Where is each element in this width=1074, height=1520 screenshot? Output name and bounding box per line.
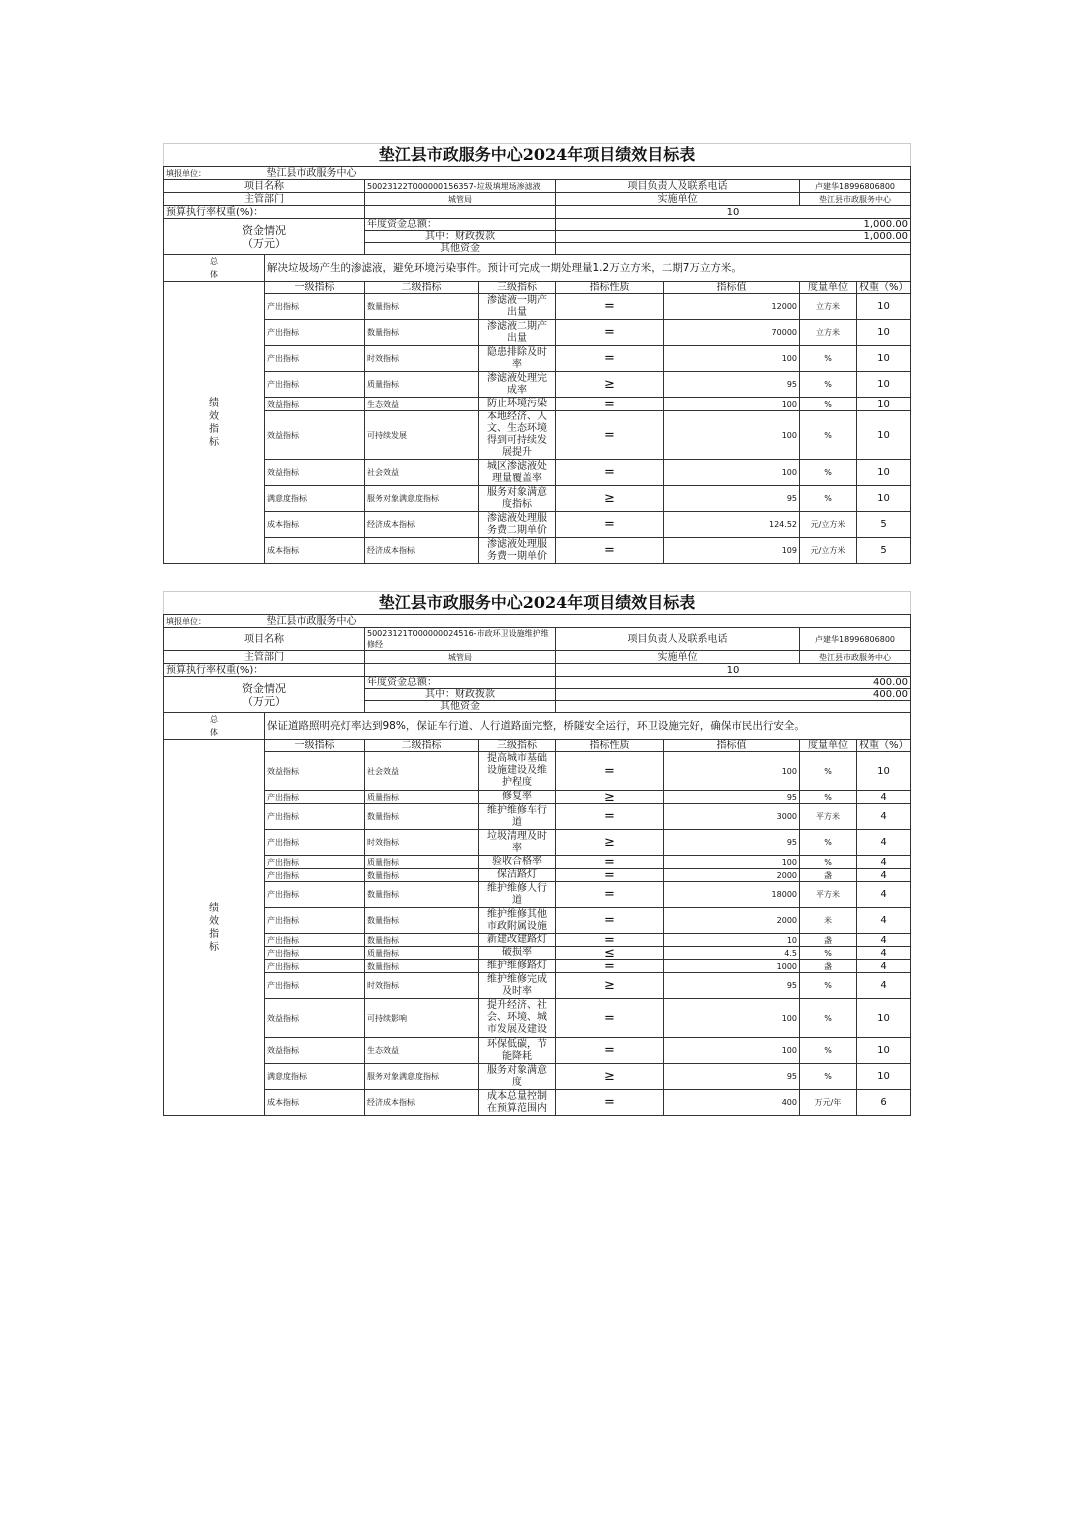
level2-indicator: 数量指标 (365, 934, 479, 947)
budget-weight-label: 预算执行率权重(%)： (164, 664, 365, 677)
level2-indicator: 时效指标 (365, 346, 479, 372)
indicator-row (164, 1038, 911, 1064)
indicator-row (164, 411, 911, 460)
level2-indicator: 经济成本指标 (365, 538, 479, 564)
indicator-row (164, 947, 911, 960)
weight-value: 10 (857, 1064, 911, 1090)
indicator-nature: = (556, 960, 664, 973)
level2-indicator: 质量指标 (365, 372, 479, 398)
measure-unit: 平方米 (800, 804, 857, 830)
weight-value: 5 (857, 512, 911, 538)
indicator-row (164, 486, 911, 512)
measure-unit: % (800, 411, 857, 460)
measure-unit: 立方米 (800, 320, 857, 346)
level3-indicator: 提升经济、社会、环境、城市发展及建设 (479, 999, 556, 1038)
goal-text: 保证道路照明亮灯率达到98%，保证车行道、人行道路面完整，桥隧安全运行，环卫设施完好，确保市民出行安全。 (265, 713, 911, 740)
indicator-nature: = (556, 294, 664, 320)
implementing-unit-label: 实施单位 (556, 651, 800, 664)
level2-indicator: 社会效益 (365, 752, 479, 791)
fill-unit-label: 填报单位： (164, 167, 265, 180)
weight-value: 10 (857, 294, 911, 320)
fund-fiscal-value: 400.00 (556, 689, 911, 701)
fill-unit-value: 垫江县市政服务中心 (265, 167, 911, 180)
level2-indicator: 数量指标 (365, 882, 479, 908)
measure-unit: % (800, 947, 857, 960)
implementing-unit-value: 垫江县市政服务中心 (800, 651, 911, 664)
level1-indicator: 产出指标 (265, 947, 365, 960)
indicator-nature: = (556, 346, 664, 372)
level1-indicator: 效益指标 (265, 999, 365, 1038)
indicator-row (164, 960, 911, 973)
measure-unit: 盏 (800, 869, 857, 882)
implementing-unit-value: 垫江县市政服务中心 (800, 193, 911, 206)
indicator-row (164, 791, 911, 804)
level3-indicator: 成本总量控制在预算范围内 (479, 1090, 556, 1116)
level1-indicator: 产出指标 (265, 960, 365, 973)
level2-indicator: 可持续发展 (365, 411, 479, 460)
measure-unit: % (800, 372, 857, 398)
indicator-nature: = (556, 1090, 664, 1116)
measure-unit: % (800, 856, 857, 869)
indicator-row (164, 830, 911, 856)
weight-value: 6 (857, 1090, 911, 1116)
indicator-row (164, 908, 911, 934)
level3-indicator: 维护维修其他市政附属设施 (479, 908, 556, 934)
indicator-value: 4.5 (664, 947, 800, 960)
project-name-label: 项目名称 (164, 180, 365, 193)
indicator-nature: ≥ (556, 372, 664, 398)
measure-unit: % (800, 752, 857, 791)
fund-fiscal-label: 其中：财政拨款 (365, 231, 556, 243)
weight-value: 4 (857, 973, 911, 999)
indicator-nature: ≤ (556, 947, 664, 960)
column-header: 度量单位 (800, 282, 857, 294)
level1-indicator: 满意度指标 (265, 486, 365, 512)
level1-indicator: 成本指标 (265, 512, 365, 538)
indicator-nature: = (556, 999, 664, 1038)
weight-value: 5 (857, 538, 911, 564)
department-value: 城管局 (365, 193, 556, 206)
indicator-nature: = (556, 411, 664, 460)
indicator-nature: = (556, 869, 664, 882)
level1-indicator: 成本指标 (265, 538, 365, 564)
indicator-value: 100 (664, 1038, 800, 1064)
level2-indicator: 经济成本指标 (365, 1090, 479, 1116)
goal-text: 解决垃圾场产生的渗滤液，避免环境污染事件。预计可完成一期处理量1.2万立方米，二期7万立方米。 (265, 255, 911, 282)
implementing-unit-label: 实施单位 (556, 193, 800, 206)
indicator-nature: ≥ (556, 486, 664, 512)
column-header: 度量单位 (800, 740, 857, 752)
indicator-value: 95 (664, 1064, 800, 1090)
indicator-value: 10 (664, 934, 800, 947)
level1-indicator: 产出指标 (265, 804, 365, 830)
level2-indicator: 生态效益 (365, 398, 479, 411)
weight-value: 4 (857, 804, 911, 830)
level1-indicator: 产出指标 (265, 320, 365, 346)
level3-indicator: 隐患排除及时率 (479, 346, 556, 372)
level3-indicator: 提高城市基础设施建设及维护程度 (479, 752, 556, 791)
indicator-value: 100 (664, 752, 800, 791)
measure-unit: % (800, 830, 857, 856)
level2-indicator: 服务对象满意度指标 (365, 1064, 479, 1090)
measure-unit: 元/立方米 (800, 512, 857, 538)
level3-indicator: 维护维修人行道 (479, 882, 556, 908)
level3-indicator: 服务对象满意度指标 (479, 486, 556, 512)
indicator-value: 1000 (664, 960, 800, 973)
weight-value: 10 (857, 320, 911, 346)
fund-other-label: 其他资金 (365, 701, 556, 713)
level3-indicator: 维护维修车行道 (479, 804, 556, 830)
level1-indicator: 产出指标 (265, 294, 365, 320)
level1-indicator: 产出指标 (265, 973, 365, 999)
weight-value: 10 (857, 1038, 911, 1064)
level1-indicator: 产出指标 (265, 882, 365, 908)
indicator-row (164, 1064, 911, 1090)
level1-indicator: 产出指标 (265, 869, 365, 882)
indicator-value: 18000 (664, 882, 800, 908)
indicator-nature: ≥ (556, 1064, 664, 1090)
level1-indicator: 效益指标 (265, 460, 365, 486)
fill-unit-label: 填报单位： (164, 615, 265, 628)
indicator-row (164, 320, 911, 346)
indicator-nature: = (556, 882, 664, 908)
level3-indicator: 渗滤液二期产出量 (479, 320, 556, 346)
column-header: 三级指标 (479, 740, 556, 752)
indicator-value: 2000 (664, 908, 800, 934)
measure-unit: % (800, 346, 857, 372)
level1-indicator: 产出指标 (265, 856, 365, 869)
level3-indicator: 新建改建路灯 (479, 934, 556, 947)
weight-value: 10 (857, 372, 911, 398)
contact-value: 卢建华18996806800 (800, 180, 911, 193)
level3-indicator: 维护维修完成及时率 (479, 973, 556, 999)
indicator-row (164, 973, 911, 999)
contact-label: 项目负责人及联系电话 (556, 628, 800, 651)
indicator-nature: = (556, 934, 664, 947)
indicator-row (164, 804, 911, 830)
indicator-nature: ≥ (556, 830, 664, 856)
level2-indicator: 可持续影响 (365, 999, 479, 1038)
indicator-nature: = (556, 460, 664, 486)
level1-indicator: 产出指标 (265, 791, 365, 804)
weight-value: 10 (857, 398, 911, 411)
project-name-value: 50023122T000000156357-垃圾填埋场渗滤液 (365, 180, 556, 193)
fund-total-label: 年度资金总额： (365, 219, 556, 231)
fund-other-value (556, 243, 911, 255)
level1-indicator: 效益指标 (265, 752, 365, 791)
level2-indicator: 数量指标 (365, 804, 479, 830)
weight-value: 4 (857, 908, 911, 934)
indicator-row (164, 538, 911, 564)
level1-indicator: 产出指标 (265, 372, 365, 398)
indicator-nature: ≥ (556, 791, 664, 804)
weight-value: 10 (857, 346, 911, 372)
fund-fiscal-label: 其中：财政拨款 (365, 689, 556, 701)
level3-indicator: 服务对象满意度 (479, 1064, 556, 1090)
indicator-row (164, 999, 911, 1038)
column-header: 三级指标 (479, 282, 556, 294)
indicator-value: 2000 (664, 869, 800, 882)
fund-other-label: 其他资金 (365, 243, 556, 255)
weight-value: 10 (857, 486, 911, 512)
goal-label: 总 体 (164, 255, 265, 282)
department-value: 城管局 (365, 651, 556, 664)
level3-indicator: 维护维修路灯 (479, 960, 556, 973)
measure-unit: 万元/年 (800, 1090, 857, 1116)
level1-indicator: 产出指标 (265, 830, 365, 856)
level2-indicator: 质量指标 (365, 791, 479, 804)
column-header: 权重（%） (857, 282, 911, 294)
level2-indicator: 时效指标 (365, 830, 479, 856)
indicator-row (164, 882, 911, 908)
budget-weight-value: 10 (556, 206, 911, 219)
budget-weight-value: 10 (556, 664, 911, 677)
level3-indicator: 渗滤液处理服务费一期单价 (479, 538, 556, 564)
indicator-nature: = (556, 908, 664, 934)
level3-indicator: 破损率 (479, 947, 556, 960)
indicator-row (164, 460, 911, 486)
weight-value: 4 (857, 791, 911, 804)
performance-table-2 (163, 591, 910, 1116)
indicator-row (164, 372, 911, 398)
indicator-row (164, 869, 911, 882)
weight-value: 4 (857, 856, 911, 869)
department-label: 主管部门 (164, 193, 365, 206)
column-header: 指标性质 (556, 282, 664, 294)
level3-indicator: 验收合格率 (479, 856, 556, 869)
fund-label: 资金情况 （万元） (164, 677, 365, 713)
indicator-row (164, 512, 911, 538)
indicator-value: 100 (664, 346, 800, 372)
measure-unit: 米 (800, 908, 857, 934)
goal-label: 总 体 (164, 713, 265, 740)
weight-value: 4 (857, 934, 911, 947)
level3-indicator: 城区渗滤液处理量覆盖率 (479, 460, 556, 486)
level2-indicator: 生态效益 (365, 1038, 479, 1064)
indicator-nature: ≥ (556, 973, 664, 999)
weight-value: 4 (857, 960, 911, 973)
level1-indicator: 效益指标 (265, 1038, 365, 1064)
measure-unit: % (800, 486, 857, 512)
fill-unit-value: 垫江县市政服务中心 (265, 615, 911, 628)
blank-cell (365, 664, 556, 677)
level1-indicator: 效益指标 (265, 411, 365, 460)
weight-value: 4 (857, 882, 911, 908)
measure-unit: 平方米 (800, 882, 857, 908)
contact-label: 项目负责人及联系电话 (556, 180, 800, 193)
performance-table-1 (163, 143, 910, 564)
column-header: 权重（%） (857, 740, 911, 752)
column-header: 指标性质 (556, 740, 664, 752)
level2-indicator: 质量指标 (365, 947, 479, 960)
level1-indicator: 成本指标 (265, 1090, 365, 1116)
indicator-value: 12000 (664, 294, 800, 320)
weight-value: 10 (857, 999, 911, 1038)
level1-indicator: 满意度指标 (265, 1064, 365, 1090)
weight-value: 10 (857, 411, 911, 460)
level2-indicator: 社会效益 (365, 460, 479, 486)
measure-unit: % (800, 791, 857, 804)
indicator-value: 100 (664, 398, 800, 411)
indicator-value: 95 (664, 372, 800, 398)
indicator-row (164, 398, 911, 411)
column-header: 一级指标 (265, 282, 365, 294)
fund-other-value (556, 701, 911, 713)
weight-value: 4 (857, 947, 911, 960)
weight-value: 10 (857, 460, 911, 486)
indicator-nature: = (556, 804, 664, 830)
indicator-row (164, 294, 911, 320)
level2-indicator: 数量指标 (365, 908, 479, 934)
level2-indicator: 数量指标 (365, 294, 479, 320)
level1-indicator: 产出指标 (265, 346, 365, 372)
measure-unit: % (800, 999, 857, 1038)
level3-indicator: 垃圾清理及时率 (479, 830, 556, 856)
measure-unit: % (800, 1064, 857, 1090)
indicator-value: 100 (664, 411, 800, 460)
fund-total-value: 1,000.00 (556, 219, 911, 231)
level3-indicator: 环保低碳，节能降耗 (479, 1038, 556, 1064)
performance-indicator-label: 绩 效 指 标 (164, 282, 265, 564)
indicator-value: 124.52 (664, 512, 800, 538)
level2-indicator: 经济成本指标 (365, 512, 479, 538)
measure-unit: 盏 (800, 960, 857, 973)
column-header: 二级指标 (365, 740, 479, 752)
indicator-nature: = (556, 538, 664, 564)
indicator-row (164, 1090, 911, 1116)
measure-unit: % (800, 398, 857, 411)
budget-weight-label: 预算执行率权重(%)： (164, 206, 365, 219)
indicator-nature: = (556, 398, 664, 411)
indicator-value: 100 (664, 999, 800, 1038)
level3-indicator: 修复率 (479, 791, 556, 804)
indicator-nature: = (556, 1038, 664, 1064)
fund-total-label: 年度资金总额： (365, 677, 556, 689)
level3-indicator: 防止环境污染 (479, 398, 556, 411)
column-header: 二级指标 (365, 282, 479, 294)
indicator-value: 95 (664, 973, 800, 999)
level3-indicator: 渗滤液处理服务费二期单价 (479, 512, 556, 538)
project-name-value: 50023121T000000024516-市政环卫设施维护维修经 (365, 628, 556, 651)
fund-label: 资金情况 （万元） (164, 219, 365, 255)
measure-unit: 立方米 (800, 294, 857, 320)
indicator-row (164, 752, 911, 791)
level1-indicator: 产出指标 (265, 908, 365, 934)
indicator-value: 95 (664, 830, 800, 856)
column-header: 指标值 (664, 282, 800, 294)
measure-unit: % (800, 460, 857, 486)
indicator-nature: = (556, 856, 664, 869)
measure-unit: 盏 (800, 934, 857, 947)
level2-indicator: 数量指标 (365, 869, 479, 882)
table-title: 垫江县市政服务中心2024年项目绩效目标表 (164, 592, 911, 615)
level2-indicator: 质量指标 (365, 856, 479, 869)
indicator-value: 100 (664, 460, 800, 486)
indicator-nature: = (556, 512, 664, 538)
level3-indicator: 保洁路灯 (479, 869, 556, 882)
indicator-value: 109 (664, 538, 800, 564)
indicator-value: 95 (664, 486, 800, 512)
level1-indicator: 产出指标 (265, 934, 365, 947)
indicator-value: 3000 (664, 804, 800, 830)
indicator-row (164, 856, 911, 869)
level3-indicator: 渗滤液一期产出量 (479, 294, 556, 320)
fund-total-value: 400.00 (556, 677, 911, 689)
indicator-row (164, 346, 911, 372)
contact-value: 卢建华18996806800 (800, 628, 911, 651)
measure-unit: % (800, 1038, 857, 1064)
measure-unit: 元/立方米 (800, 538, 857, 564)
weight-value: 10 (857, 752, 911, 791)
fund-fiscal-value: 1,000.00 (556, 231, 911, 243)
indicator-value: 400 (664, 1090, 800, 1116)
level2-indicator: 服务对象满意度指标 (365, 486, 479, 512)
weight-value: 4 (857, 869, 911, 882)
project-name-label: 项目名称 (164, 628, 365, 651)
indicator-value: 70000 (664, 320, 800, 346)
level3-indicator: 本地经济、人文、生态环境得到可持续发展提升 (479, 411, 556, 460)
indicator-value: 100 (664, 856, 800, 869)
level2-indicator: 时效指标 (365, 973, 479, 999)
level2-indicator: 数量指标 (365, 960, 479, 973)
level3-indicator: 渗滤液处理完成率 (479, 372, 556, 398)
column-header: 指标值 (664, 740, 800, 752)
blank-cell (365, 206, 556, 219)
weight-value: 4 (857, 830, 911, 856)
column-header: 一级指标 (265, 740, 365, 752)
level2-indicator: 数量指标 (365, 320, 479, 346)
indicator-nature: = (556, 752, 664, 791)
measure-unit: % (800, 973, 857, 999)
indicator-row (164, 934, 911, 947)
level1-indicator: 效益指标 (265, 398, 365, 411)
department-label: 主管部门 (164, 651, 365, 664)
indicator-value: 95 (664, 791, 800, 804)
indicator-nature: = (556, 320, 664, 346)
table-title: 垫江县市政服务中心2024年项目绩效目标表 (164, 144, 911, 167)
performance-indicator-label: 绩 效 指 标 (164, 740, 265, 1116)
